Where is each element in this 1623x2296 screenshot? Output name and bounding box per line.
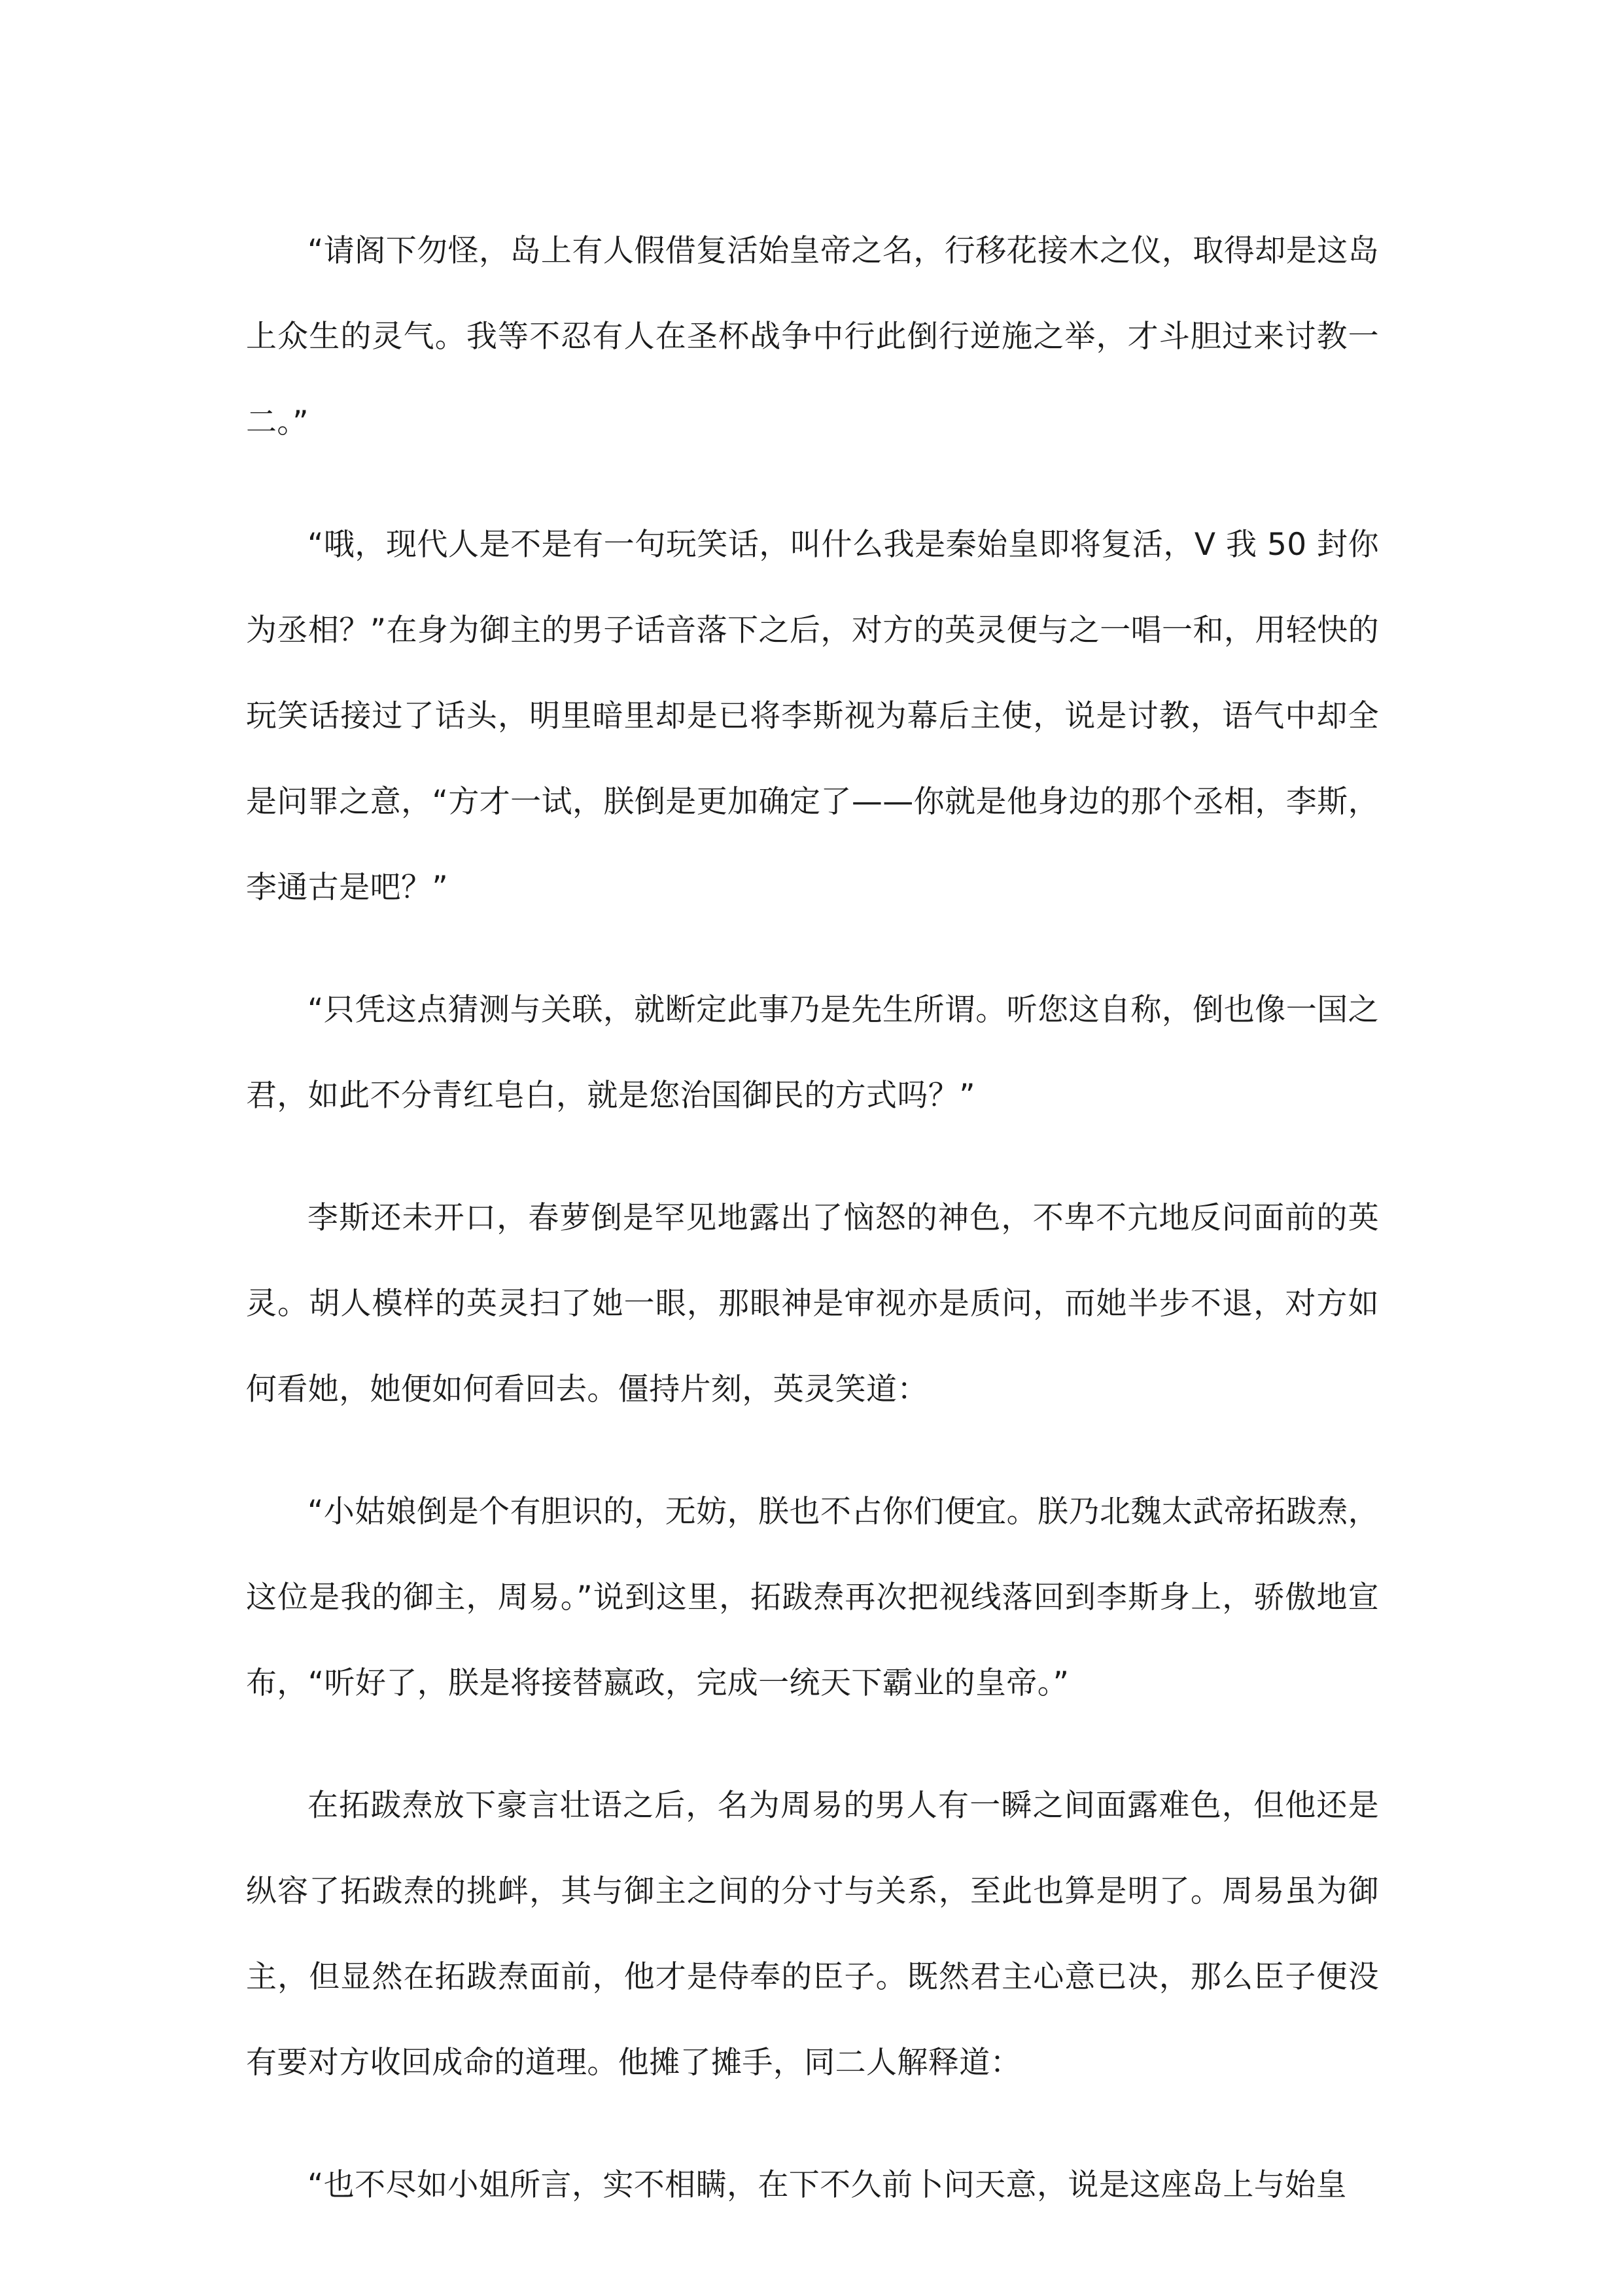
paragraph-7: “也不尽如小姐所言，实不相瞒，在下不久前卜问天意，说是这座岛上与始皇: [307, 2167, 1347, 2203]
paragraph-4: 李斯还未开口，春萝倒是罕见地露出了恼怒的神色，不卑不亢地反问面前的英灵。胡人模样的英灵扫了她一眼，那眼神是审视亦是质问，而她半步不退，对方如何看她，她便如何看回去。僵持片刻，英灵笑道：: [246, 1200, 1379, 1407]
paragraph-1: “请阁下勿怪，岛上有人假借复活始皇帝之名，行移花接木之仪，取得却是这岛上众生的灵气。我等不忍有人在圣杯战争中行此倒行逆施之举，才斗胆过来讨教一二。”: [246, 233, 1379, 440]
paragraph-6: 在拓跋焘放下豪言壮语之后，名为周易的男人有一瞬之间面露难色，但他还是纵容了拓跋焘的挑衅，其与御主之间的分寸与关系，至此也算是明了。周易虽为御主，但显然在拓跋焘面前，他才是侍奉的臣子。既然君主心意已决，那么臣子便没有要对方收回成命的道理。他摊了摊手，同二人解释道：: [246, 1788, 1379, 2081]
paragraph-2: “哦，现代人是不是有一句玩笑话，叫什么我是秦始皇即将复活，V 我 50 封你为丞相？”在身为御主的男子话音落下之后，对方的英灵便与之一唱一和，用轻快的玩笑话接过了话头，明里暗里却是已将李斯视为幕后主使，说是讨教，语气中却全是问罪之意，“方才一试，朕倒是更加确定了——你就是他身边的那个丞相，李斯，李通古是吧？”: [246, 527, 1379, 906]
paragraph-5: “小姑娘倒是个有胆识的，无妨，朕也不占你们便宜。朕乃北魏太武帝拓跋焘，这位是我的御主，周易。”说到这里，拓跋焘再次把视线落回到李斯身上，骄傲地宣布，“听好了，朕是将接替嬴政，完成一统天下霸业的皇帝。”: [246, 1494, 1379, 1701]
document-body: [246, 208, 1379, 2265]
paragraph-3: “只凭这点猜测与关联，就断定此事乃是先生所谓。听您这自称，倒也像一国之君，如此不分青红皂白，就是您治国御民的方式吗？”: [246, 992, 1379, 1114]
